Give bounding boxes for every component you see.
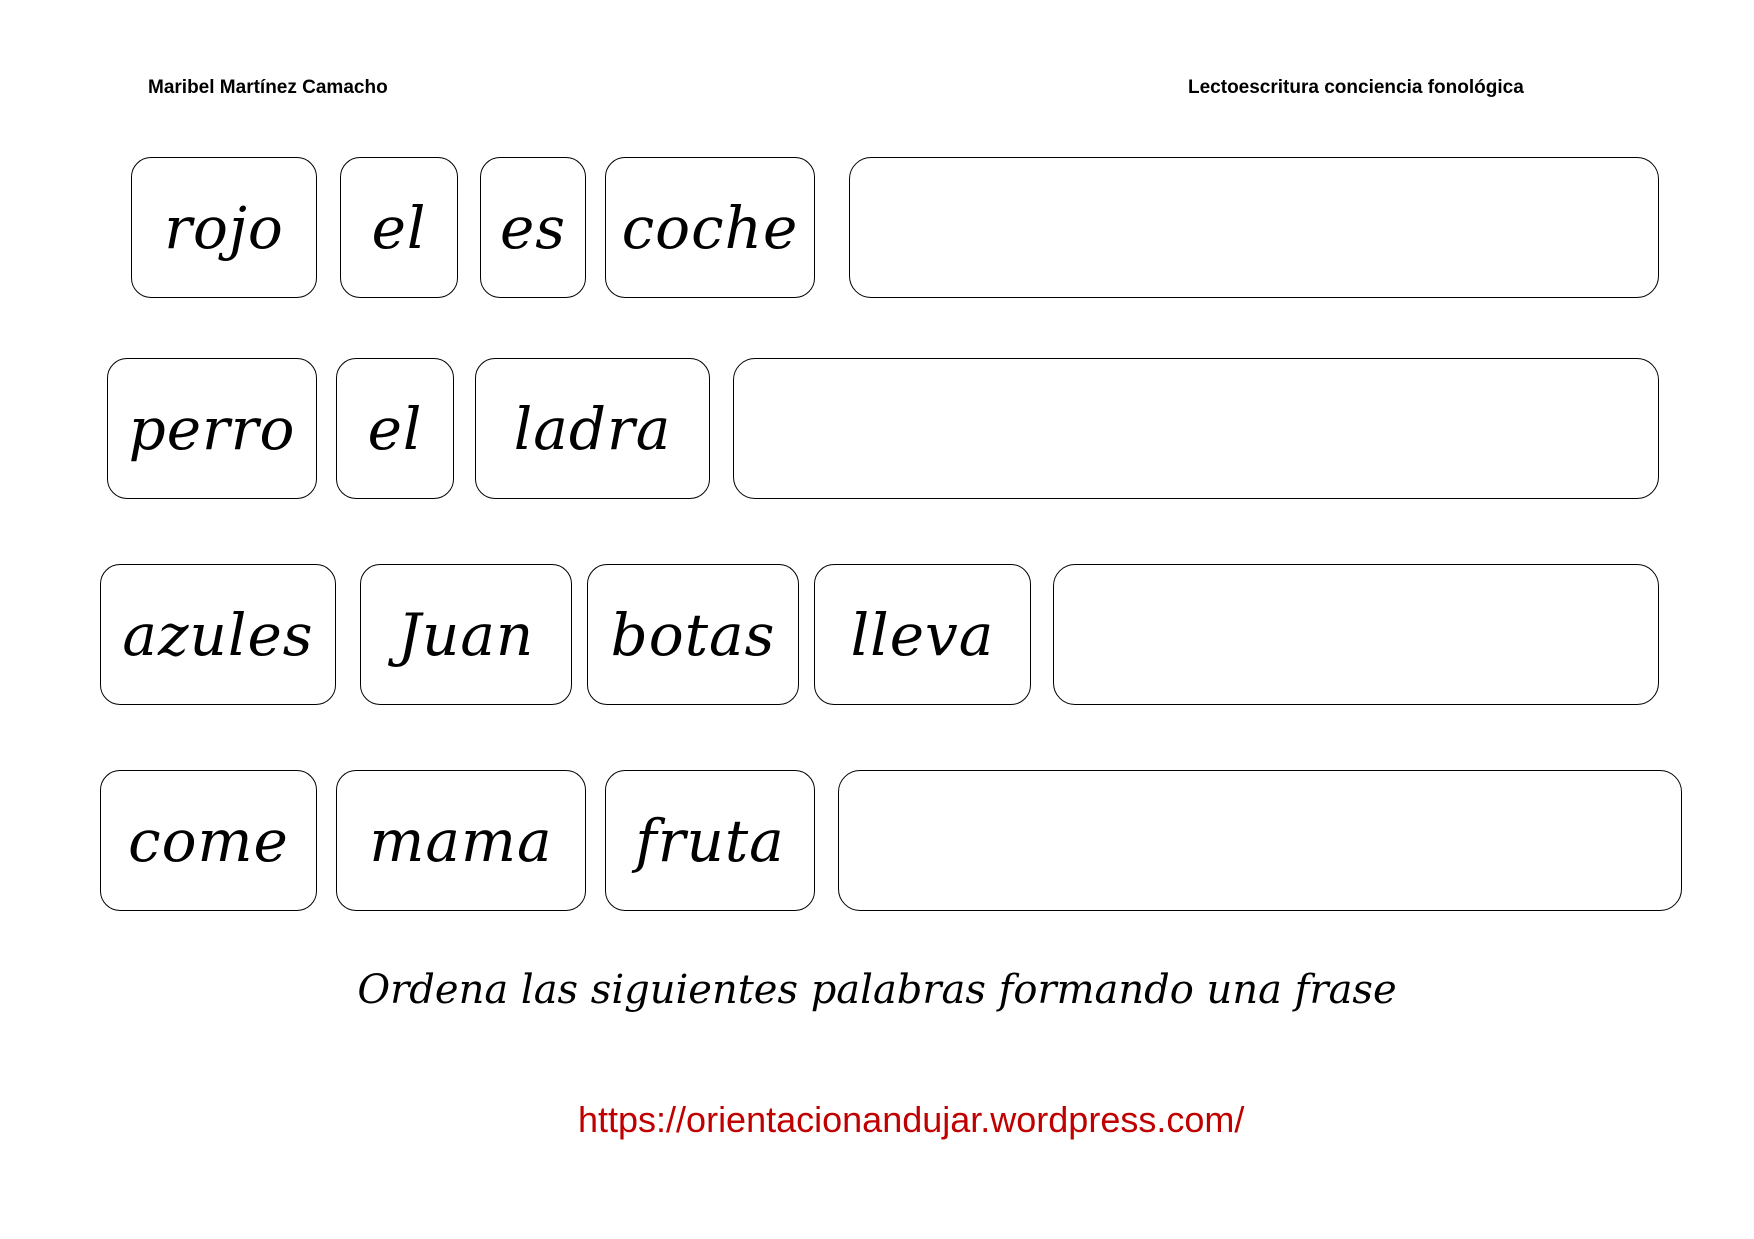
word-card[interactable] <box>336 770 586 911</box>
answer-box[interactable] <box>838 770 1682 911</box>
word-label: Juan <box>397 600 535 669</box>
word-card[interactable] <box>480 157 586 298</box>
word-card[interactable] <box>131 157 317 298</box>
answer-box[interactable] <box>1053 564 1659 705</box>
word-card[interactable] <box>605 157 815 298</box>
word-card[interactable] <box>360 564 572 705</box>
word-label: mama <box>369 806 553 875</box>
word-card[interactable] <box>587 564 799 705</box>
word-label: azules <box>122 600 314 669</box>
word-card[interactable] <box>100 770 317 911</box>
word-card[interactable] <box>814 564 1031 705</box>
word-label: ladra <box>513 394 672 463</box>
word-card[interactable] <box>475 358 710 499</box>
word-card[interactable] <box>605 770 815 911</box>
answer-box[interactable] <box>849 157 1659 298</box>
word-card[interactable] <box>100 564 336 705</box>
word-card[interactable] <box>340 157 458 298</box>
answer-box[interactable] <box>733 358 1659 499</box>
author-name: Maribel Martínez Camacho <box>148 77 388 98</box>
word-label: perro <box>128 394 296 463</box>
word-label: botas <box>610 600 776 669</box>
word-label: el <box>367 394 423 463</box>
instruction-text: Ordena las siguientes palabras formando una frase <box>357 967 1397 1013</box>
word-label: es <box>499 193 567 262</box>
word-label: come <box>128 806 289 875</box>
worksheet-subject: Lectoescritura conciencia fonológica <box>1188 77 1524 98</box>
word-card[interactable] <box>107 358 317 499</box>
word-card[interactable] <box>336 358 454 499</box>
website-link[interactable]: https://orientacionandujar.wordpress.com/ <box>578 1099 1245 1140</box>
word-label: lleva <box>850 600 995 669</box>
word-label: el <box>371 193 427 262</box>
word-label: rojo <box>164 193 284 262</box>
word-label: coche <box>621 193 799 262</box>
word-label: fruta <box>635 806 785 875</box>
